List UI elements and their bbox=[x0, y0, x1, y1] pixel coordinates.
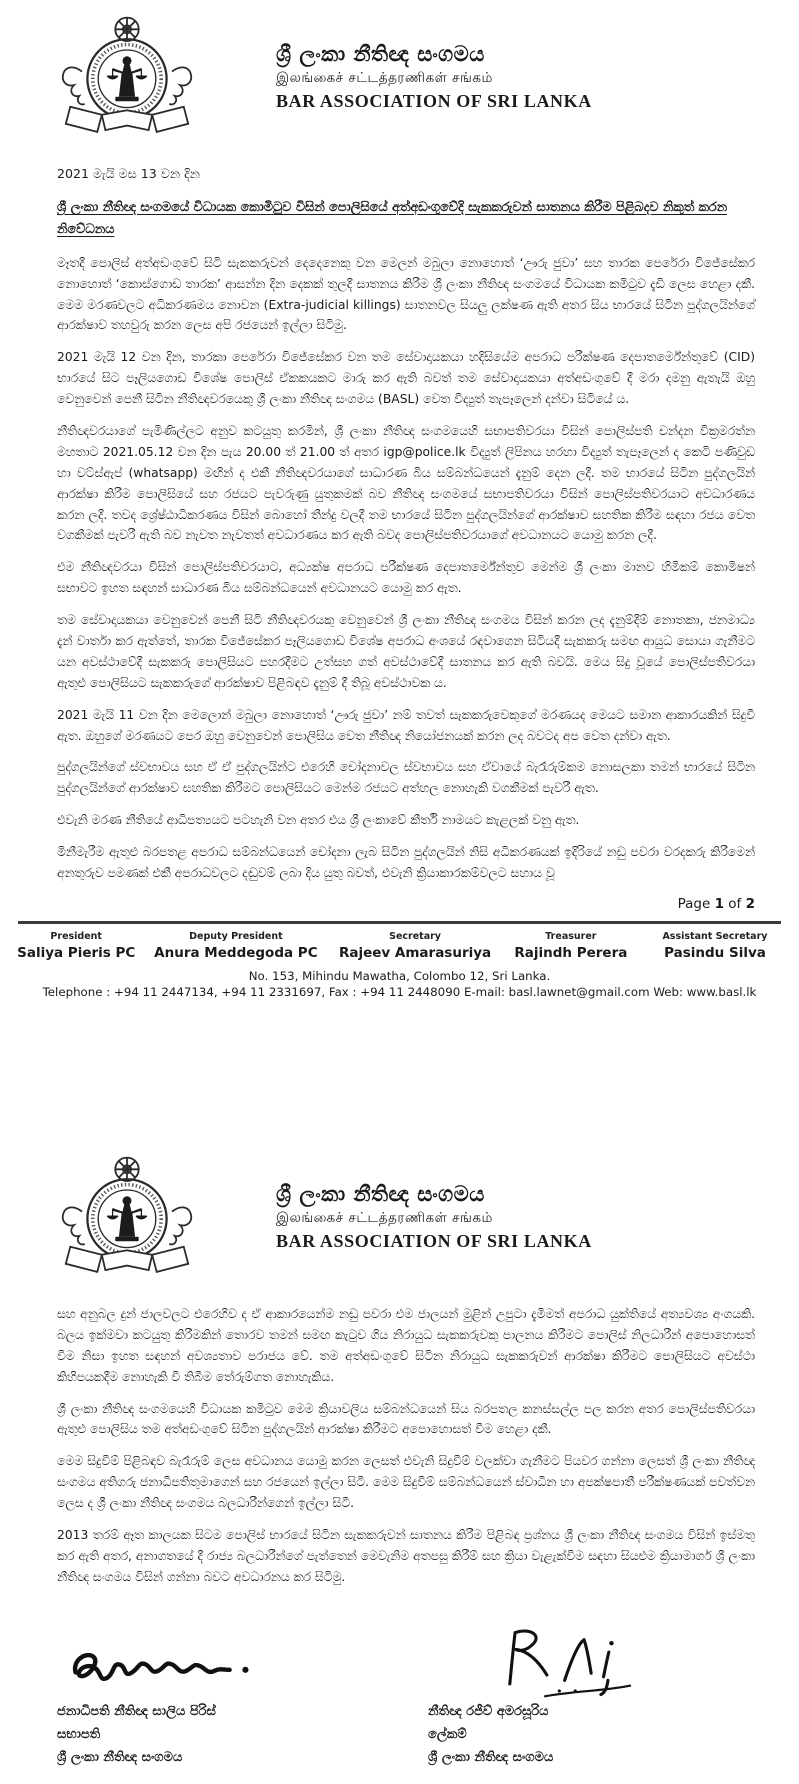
org-name-sinhala: ශ්‍රී ලංකා නීතිඥ සංගමය bbox=[276, 1182, 485, 1206]
signature-block-president bbox=[57, 1622, 428, 1770]
official-title: Assistant Secretary bbox=[662, 930, 768, 942]
org-name-block bbox=[276, 1182, 592, 1252]
signatory-name: නීතිඥ රජීව් අමරසූරිය bbox=[428, 1703, 549, 1719]
page-number bbox=[57, 896, 755, 912]
page-2 bbox=[0, 1132, 799, 1784]
official-name: Rajindh Perera bbox=[514, 944, 628, 961]
org-name-block bbox=[276, 42, 592, 112]
basl-crest-logo bbox=[52, 1154, 202, 1280]
page1-body bbox=[0, 166, 799, 912]
org-name-sinhala: ශ්‍රී ලංකා නීතිඥ සංගමය bbox=[276, 42, 485, 66]
official-title: Secretary bbox=[389, 930, 441, 942]
official-secretary bbox=[329, 931, 500, 961]
page-marker-word: Page bbox=[677, 895, 711, 912]
handwritten-signature-icon bbox=[483, 1622, 648, 1706]
signatory-organization: ශ්‍රී ලංකා නීතිඥ සංගමය bbox=[428, 1750, 554, 1766]
address-line: No. 153, Mihindu Mawatha, Colombo 12, Sri Lanka. bbox=[248, 968, 551, 983]
signature-row bbox=[0, 1622, 799, 1770]
org-name-english: BAR ASSOCIATION OF SRI LANKA bbox=[276, 91, 592, 111]
official-title: President bbox=[50, 930, 102, 942]
official-name: Anura Meddegoda PC bbox=[154, 944, 318, 961]
footer-divider bbox=[18, 921, 781, 924]
date-line: 2021 මැයි මස 13 වන දින bbox=[57, 166, 200, 181]
body-paragraph: 2013 තරම් ඈත කාලයක සිටම පොලිස් භාරයේ සිටින සැකකරුවන් සාතනය කිරීම පිළිබඳ ප්‍රශ්නය ශ්‍රී ලංකා නීතිඥ සංගමය විසින් ඉස්මතු කර ඇති අතර, අනාගතයේ දී රාජ්‍ය බලධාරීන්ගේ පැත්තෙන් මෙවැනිම අතපසු කිරීම් සහ ක්‍රියා වැළැක්වීම සඳහා සියළුම ක්‍රියාමාර්ග ශ්‍රී ලංකා නීතිඥ සංගමය විසින් ගන්නා බවට අවධාරනය කර සිටිමු. bbox=[57, 1528, 755, 1584]
official-name: Rajeev Amarasuriya bbox=[338, 944, 492, 961]
org-name-tamil: இலங்கைச் சட்டத்தரணிகள் சங்கம் bbox=[276, 70, 493, 86]
official-deputy-president bbox=[142, 931, 329, 961]
signatory-name: ජනාධිපති නීතිඥ සාලිය පිරිස් bbox=[57, 1703, 216, 1719]
body-paragraph: තම සේවාදායකයා වෙනුවෙන් පෙනී සිටි නීතිඥවරයකු වෙනුවෙන් ශ්‍රී ලංකා නීතිඥ සංගමය විසින් කරන ලද දැනුම්දීම් නොතකා, ජනමාධ්‍ය දැන් වාර්තා කර ඇත්තේ, තාරක විජේසේකර පෑලියගොඩ විශේෂ අපරාධ අංශයේ රඳවාගෙන සිටියදී සැකකරු සමඟ ආයුධ සොයා ගැනීමට යන අවස්ථාවේදී සැකකරු පොලිසියට පහරදීමට උත්සහ ගත් අවස්ථාවේදී සාතනය කර ඇති බවයි. මෙය සිදු වූයේ පොලිස්පතිවරයා ඇතුළු පොලිසියට සැකකරුගේ ආරක්ෂාව පිළිබඳව දැනුම් දී තිබූ අවස්ථාවක ය. bbox=[57, 613, 755, 690]
body-paragraph: එම නීතිඥවරයා විසින් පොලිස්පතිවරයාට, අධ්‍යක්ෂ අපරාධ පරීක්ෂණ දෙපාතර්මේන්තුව මෙන්ම ශ්‍රී ලංකා මානව හිමිකම් කොමිෂන් සභාවට ඉහත සඳහන් සාධාරණ බිය සම්බන්ධයෙන් අවධානයට යොමු කර ඇත. bbox=[57, 560, 755, 596]
signatory-organization: ශ්‍රී ලංකා නීතිඥ සංගමය bbox=[57, 1750, 183, 1766]
body-paragraph: 2021 මැයි 11 වන දින මෙලොන් මබුලා නොහොත් ‘ඌරු ජුවා’ නම් තවත් සැකකරුවෙකුගේ මරණයද මෙයට සමාන ආකාරයකින් සිදුවී ඇත. ඔහුගේ මරණයට පෙර ඔහු වෙනුවෙන් පොලිසිය වෙත නීතිඥ නියෝජනයක් කරන ලද බවටද අප වෙත දන්වා ඇත. bbox=[57, 707, 755, 743]
official-president bbox=[10, 931, 142, 961]
officials-row bbox=[0, 931, 799, 961]
page-marker-total: 2 bbox=[745, 895, 755, 912]
body-paragraph: එවැනි මරණ නීතියේ ආධිපත්‍යයට පටහැනි වන අතර එය ශ්‍රී ලංකාවේ කීර්ති නාමයට කැළලක් වනු ඇත. bbox=[57, 813, 580, 828]
official-title: Deputy President bbox=[189, 930, 283, 942]
org-name-english: BAR ASSOCIATION OF SRI LANKA bbox=[276, 1231, 592, 1251]
official-assistant-secretary bbox=[641, 931, 789, 961]
body-paragraph: පුද්ගලයින්ගේ ස්වභාවය සහ ඒ ඒ පුද්ගලයින්ට එරෙහි චෝදනාවල ස්වභාවය සහ ඒවායේ බැරෑරුම්කම නොසලකා තමන් භාරයේ සිටින පුද්ගලයින්ගේ ආරක්ෂාව සහතික කිරීමට පොලිසියට මෙන්ම රජයට අත්හල නොහැකි වගකීමක් පැවරී ඇත. bbox=[57, 760, 755, 796]
signatory-role: සභාපති bbox=[57, 1727, 101, 1743]
official-treasurer bbox=[501, 931, 641, 961]
letterhead bbox=[0, 0, 799, 140]
letter-title: ශ්‍රී ලංකා නීතිඥ සංගමයේ විධායක කොමිටුව විසින් පොලිසියේ අත්අඩංගුවේදි සැකකරුවන් සාතනය කිරීම පිළිබදව නිකුත් කරන නිවේධනය bbox=[57, 200, 728, 238]
letterhead bbox=[0, 1132, 799, 1280]
secretary-signature-image bbox=[428, 1622, 799, 1694]
signature-block-secretary bbox=[428, 1622, 799, 1770]
contact-line: Telephone : +94 11 2447134, +94 11 2331697, Fax : +94 11 2448090 E-mail: basl.lawnet@gmail.com Web: www.basl.lk bbox=[42, 984, 757, 999]
org-name-tamil: இலங்கைச் சட்டத்தரணிகள் சங்கம் bbox=[276, 1210, 493, 1226]
body-paragraph: ශ්‍රී ලංකා නීතිඥ සංගමයෙහි විධායක කමිටුව මෙම ක්‍රියාවලිය සම්බන්ධයෙන් සිය බරපතල කනස්සල්ල පල කරන අතර පොලිස්පතිවරයා ඇතුළු පොලිසිය තම අත්අඩංගුවේ සිටින පුද්ගලයින් ආරක්ෂා කිරීමට අපොහොසත් වීම හෙළා දකී. bbox=[57, 1401, 755, 1437]
body-paragraph: 2021 මැයි 12 වන දින, තාරකා පෙරේරා විජේසේකර වන තම සේවාදායකයා හදිසියේම අපරාධ පරීක්ෂණ දෙපාතර්මේන්තුවේ (CID) භාරයේ සිට පෑලියගොඩ විශේෂ පොලිස් ඒකකයකට මාරු කර ඇති බවත් තම සේවාදායකයා අත්අඩංගුවේ දී මරා දමනු ඇතැයි ඔහු වෙනුවෙන් පෙනී සිටින නීතිඥවරයෙකු ශ්‍රී ලංකා නීතිඥ සංගමය (BASL) වෙත විද්‍යුත් තැපෑලෙන් දන්වා සිටියේ ය. bbox=[57, 350, 755, 407]
page2-body bbox=[0, 1304, 799, 1588]
basl-crest-logo bbox=[52, 14, 202, 140]
body-paragraph: මෑතදී පොලිස් අත්අඩංගුවේ සිටි සැකකරුවන් දෙදෙනෙකු වන මෙලන් මබුලා නොහොත් ‘ඌරු ජුවා’ සහ තාරක පෙරේරා විජේසේකර නොහොත් ‘කොස්ගොඩ තාරක’ ආසන්න දින දෙකක් තුලදී සාතනය කිරීම ශ්‍රී ලංකා නීතිඥ සංගමයේ විධායක කමිටුව දැඩි ලෙස හෙළා දකී. මෙම මරණවලට අධිකරණමය නොවන (Extra-judicial killings) සාතනවල සියලු ලක්ෂණ ඇති අතර සිය භාරයේ සිටින පුද්ගලයින්ගේ ආරක්ෂාව තහවුරු කරන ලෙස අපි රජයෙන් ඉල්ලා සිටිමු. bbox=[57, 255, 755, 333]
official-title: Treasurer bbox=[545, 930, 597, 942]
body-paragraph: මිනීමැරීම ඇතුළු බරපතළ අපරාධ සම්බන්ධයෙන් චෝදනා ලැබ සිටින පුද්ගලයින් නිසි අධිකරණයක් ඉදිරියේ නඩු පවරා වරදකරු කිරීමෙන් අනතුරුව පමණක් එකී අපරාධවලට දඬුවම් ලබා දිය යුතු බවත්, එවැනි ක්‍රියාකාරකම්වලට සහාය වූ bbox=[57, 845, 755, 881]
body-paragraph: නීතිඥවරයාගේ පැමිණිල්ලට අනුව කටයුතු කරමින්, ශ්‍රී ලංකා නීතිඥ සංගමයෙහි සභාපතිවරයා විසින් පොලිස්පති චන්දන වික්‍රමරත්න මහතාට 2021.05.12 වන දින පැය 20.00 ත් 21.00 ත් අතර igp@police.lk විද්‍යුත් ලිපිනය හරහා විද්‍යුත් තැපෑලෙන් ද කෙටි පණිවුඩ හා වට්ස්ඇප් (whatsapp) මඟින් ද එකී නීතිඥවරයාගේ සාධාරණ බිය සම්බන්ධයෙන් දැනුම් දෙන ලදී. තම භාරයේ සිටින පුද්ගලයින් ආරක්ෂා කිරීම පොලිසියේ සහ රජයට පැවරුණු යුතුකමක් බව නීතිඥ සංගමයේ සභාපතිවරයා විසින් පොලිස්පතිවරයාට අවධාරණය කරන ලදී. තවද ශ්‍රේෂ්ඨාධිකරණය විසින් බොහෝ තීන්දු වලදී තම භාරයේ සිටින පුද්ගලයින්ගේ ආරක්ෂාව සහතික කිරීම සඳහා රජය වෙත වගකීමක් පැවරී ඇති බව නැවත නැවතත් අවධාරණය කර ඇති බවද පොලිස්පතිවරයාගේ අවධානයට යොමු කරන ලදී. bbox=[57, 424, 755, 543]
president-signature-image bbox=[57, 1622, 428, 1694]
official-name: Pasindu Silva bbox=[664, 944, 766, 961]
page-marker-word: of bbox=[728, 895, 742, 912]
handwritten-signature-icon bbox=[57, 1632, 272, 1698]
body-paragraph: මෙම සිදුවීම් පිළිබඳව බැරෑරුම් ලෙස අවධානය යොමු කරන ලෙසත් එවැනි සිදුවීම් වලක්වා ගැනීමට පියවර ගන්නා ලෙසත් ශ්‍රී ලංකා නීතිඥ සංගමය අතිගරු ජනාධිපතිතුමාගෙන් සහ රජයෙන් ඉල්ලා සිටී. මෙම සිදුවීම් සම්බන්ධයෙන් ස්වාධීන හා අපක්ෂපාතී පරීක්ෂණයක් පවත්වන ලෙස ද ශ්‍රී ලංකා නීතිඥ සංගමය බලධාරීන්ගෙන් ඉල්ලා සිටී. bbox=[57, 1454, 755, 1511]
official-name: Saliya Pieris PC bbox=[17, 944, 136, 961]
body-paragraph: සහ අනුබල දුන් ජාලවලට එරෙහිව ද ඒ ආකාරයෙන්ම නඩු පවරා එම ජාලයන් මුළින් උපුටා දැමීමත් අපරාධ යුක්තියේ අත්‍යවශ්‍ය අංගයකි. බලය ඉක්මවා කටයුතු කිරීමකින් තොරව තමන් සමඟ කැටුව ගිය නිරායුධ සැකකරුවකු පාලනය කිරීමට පොලිස් නිලධාරීන් අපොහොසත් වීම නිසා ඉහත සඳහන් අවශ්‍යතාව පරාජය වේ. තම අත්අඩංගුවේ සිටින නිරායුධ සැකකරුවන් ආරක්ෂා කිරීමට පොලිසියට අවස්ථා කිහිපයකදීම නොහැකි වී තිබීම තේරුම්ගත නොහැකිය. bbox=[57, 1307, 755, 1384]
signatory-role: ලේකම් bbox=[428, 1727, 467, 1743]
page-marker-current: 1 bbox=[714, 895, 724, 912]
